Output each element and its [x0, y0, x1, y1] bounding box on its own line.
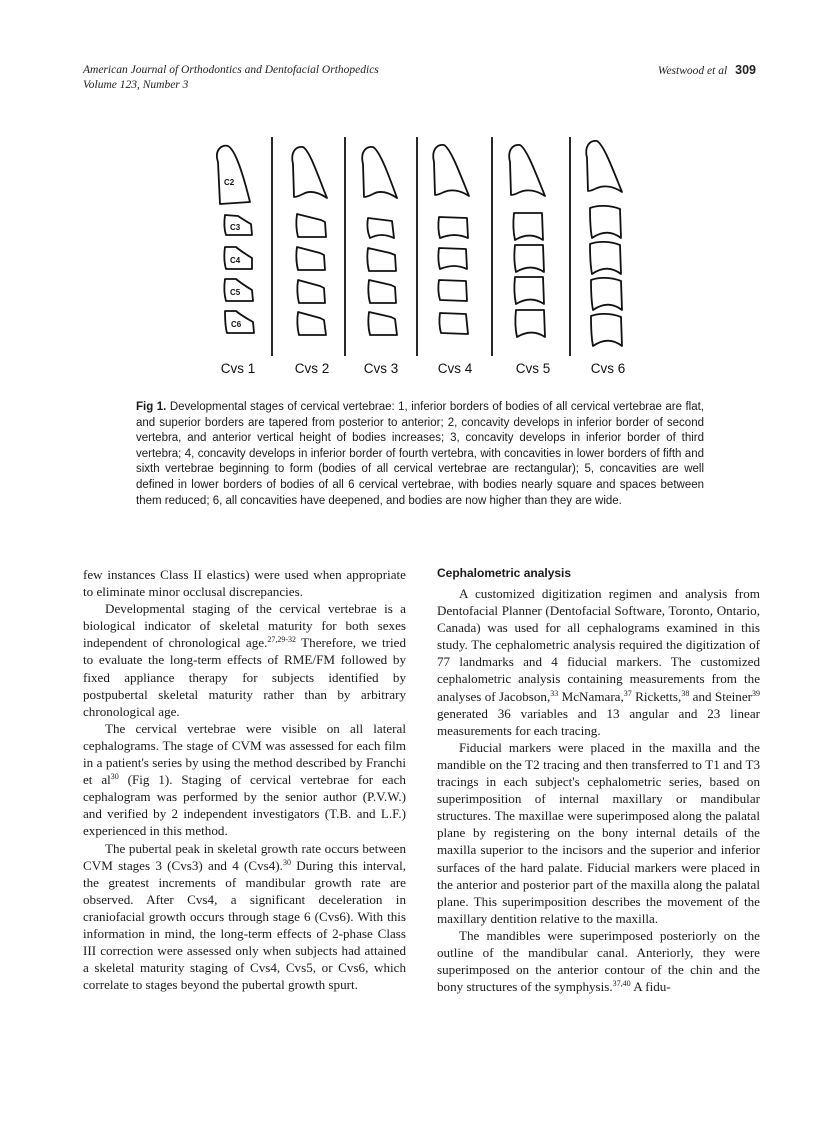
stage-label-cvs4: Cvs 4	[437, 361, 473, 376]
journal-volume: Volume 123, Number 3	[83, 79, 189, 91]
vertebra-label-c3: C3	[230, 223, 241, 232]
vertebra-label-c6: C6	[231, 320, 242, 329]
stage-cvs5-vertebrae	[509, 145, 545, 337]
citation: 37	[623, 688, 632, 698]
stage-label-cvs1: Cvs 1	[220, 361, 256, 376]
figure-caption-label: Fig 1.	[136, 401, 167, 413]
page-number: 309	[735, 63, 756, 77]
paragraph: The mandibles were superimposed posteriorly on the outline of the mandibular canal. Anteriorly, they were superimposed on the anterior contour of the chin and the bony structures of the symphysis.$^{37,40}$ A fidu-	[437, 927, 760, 995]
stage-cvs3-vertebrae	[362, 147, 397, 335]
citation: 27,29-32	[267, 635, 297, 645]
paragraph: few instances Class II elastics) were used when appropriate to eliminate minor occlusal discrepancies.	[83, 567, 406, 600]
citation: 33	[550, 688, 559, 698]
section-heading: Cephalometric analysis	[437, 566, 572, 580]
stage-cvs1-vertebrae	[217, 146, 254, 333]
citation: 30	[282, 857, 291, 867]
paragraph: The pubertal peak in skeletal growth rate occurs between CVM stages 3 (Cvs3) and 4 (Cvs4).$^{30}$ During this interval, the greatest increments of mandibular growth rate are observed. After Cvs4, a significant deceleration in craniofacial growth occurs through stage 6 (Cvs6). With this information in mind, the long-term effects of 2-phase Class III correction were assessed only when subjects had attained a skeletal maturity staging of Cvs4, Cvs5, or Cvs6, which correlate to stages beyond the pubertal growth spurt.	[83, 840, 406, 993]
vertebrae-diagram	[200, 134, 640, 384]
left-column	[83, 566, 406, 993]
citation: 38	[681, 688, 690, 698]
journal-title: American Journal of Orthodontics and Dentofacial Orthopedics	[83, 64, 379, 76]
right-column	[437, 566, 760, 995]
stage-cvs4-vertebrae	[433, 145, 469, 334]
vertebra-label-c5: C5	[230, 288, 241, 297]
paragraph: Fiducial markers were placed in the maxilla and the mandible on the T2 tracing and then transferred to T1 and T3 tracings in each subject's cephalometric series, based on superimposition of internal maxillary or mandibular structures. The maxillae were superimposed along the palatal plane by registering on the bony internal details of the maxilla superior to the incisors and the superior and inferior surfaces of the hard palate. Fiducial markers were placed in the anterior and posterior part of the maxilla along the palatal plane. This superimposition describes the movement of the maxillary dentition relative to the maxilla.	[437, 739, 760, 926]
stage-label-cvs2: Cvs 2	[294, 361, 330, 376]
running-header-right	[658, 63, 756, 79]
citation: 37,40	[612, 979, 631, 989]
stage-cvs6-vertebrae	[586, 141, 622, 346]
stage-cvs2-vertebrae	[292, 147, 327, 335]
figure-1-cervical-vertebrae-stages	[200, 134, 640, 384]
citation: 30	[110, 772, 119, 782]
running-authors: Westwood et al	[657, 65, 728, 77]
citation: 39	[752, 688, 761, 698]
paragraph: A customized digitization regimen and analysis from Dentofacial Planner (Dentofacial Software, Toronto, Ontario, Canada) was used for all cephalograms examined in this study. The cephalometric analysis required the digitization of 77 landmarks and 4 fiducial markers. The customized cephalometric analysis containing measurements from the analyses of Jacobson,$^{33}$ McNamara,$^{37}$ Ricketts,$^{38}$ and Steiner$^{39}$ generated 36 variables and 13 angular and 23 linear measurements for each tracing.	[437, 586, 761, 738]
running-header-left	[83, 63, 379, 93]
figure-caption-text: Developmental stages of cervical vertebrae: 1, inferior borders of bodies of all cervical vertebrae are flat, and superior borders are tapered from posterior to anterior; 2, concavity develops in inferior border of second vertebra, and anterior vertical height of bodies increases; 3, concavity develops in inferior border of third vertebra; 4, concavity develops in inferior border of fourth vertebra, with concavities in lower borders of fifth and sixth vertebrae beginning to form (bodies of all cervical vertebrae are rectangular); 5, concavities are well defined in lower borders of bodies of all 6 cervical vertebrae, with bodies nearly square and spaces between them reduced; 6, all concavities have deepened, and bodies are now higher than they are wide.	[136, 401, 704, 507]
stage-label-cvs6: Cvs 6	[590, 361, 626, 376]
stage-label-cvs3: Cvs 3	[363, 361, 399, 376]
stage-label-cvs5: Cvs 5	[515, 361, 551, 376]
paragraph: The cervical vertebrae were visible on all lateral cephalograms. The stage of CVM was assessed for each film in a patient's series by using the method described by Franchi et $al^{30}$ (Fig 1). Staging of cervical vertebrae for each cephalogram was performed by the senior author (P.V.W.) and verified by 2 independent investigators (T.B. and L.F.) experienced in this method.	[83, 720, 406, 839]
figure-caption	[136, 400, 704, 509]
paragraph: Developmental staging of the cervical vertebrae is a biological indicator of skeletal maturity for both sexes independent of chronological age.$^{27,29-32}$ Therefore, we tried to evaluate the long-term effects of RME/FM followed by fixed appliance therapy for subjects identified by postpubertal skeletal maturity rather than by arbitrary chronological age.	[83, 601, 406, 719]
vertebra-label-c4: C4	[230, 256, 241, 265]
vertebra-label-c2: C2	[224, 178, 235, 187]
